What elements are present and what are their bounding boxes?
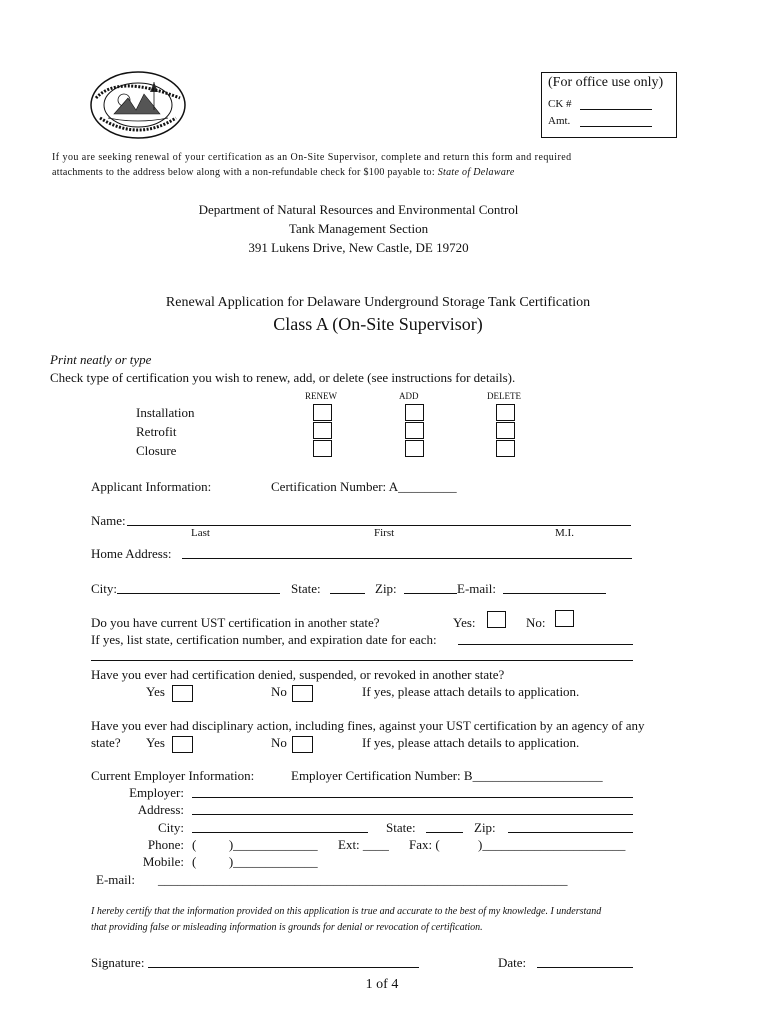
payee: State of Delaware xyxy=(437,167,515,178)
q1-text: Do you have current UST certification in another state? xyxy=(91,615,380,630)
add-installation-checkbox[interactable] xyxy=(405,404,424,421)
row-retrofit: Retrofit xyxy=(136,424,177,439)
employer-zip-label: Zip: xyxy=(474,820,496,835)
employer-address-label: Address: xyxy=(137,802,184,817)
q3-yes-checkbox[interactable] xyxy=(172,736,193,753)
add-retrofit-checkbox[interactable] xyxy=(405,422,424,439)
certify-line-1: I hereby certify that the information provided on this application is true and accurate to the best of my knowledge. I understand xyxy=(91,906,602,917)
email-label: E-mail: xyxy=(457,581,496,596)
q1-followup-text: If yes, list state, certification number, and expiration date for each: xyxy=(91,632,437,647)
email-input[interactable] xyxy=(503,593,606,594)
office-use-title: (For office use only) xyxy=(548,75,664,90)
employer-info-label: Current Employer Information: xyxy=(91,768,255,783)
employer-city-label: City: xyxy=(157,820,184,835)
zip-label: Zip: xyxy=(375,581,397,596)
applicant-info-label: Applicant Information: xyxy=(91,479,212,494)
dept-name: Department of Natural Resources and Environmental Control xyxy=(198,202,519,217)
employer-address-input[interactable] xyxy=(192,814,633,815)
mobile-input[interactable]: ( )_____________ xyxy=(192,854,318,869)
state-input[interactable] xyxy=(330,593,365,594)
ext-input[interactable]: Ext: ____ xyxy=(338,837,389,852)
mi-caption: M.I. xyxy=(555,527,574,539)
intro-line-1: If you are seeking renewal of your certification as an On-Site Supervisor, complete and return this form and required xyxy=(52,152,572,163)
q3-no-checkbox[interactable] xyxy=(292,736,313,753)
amt-label: Amt. xyxy=(548,115,571,127)
q3-text-line-1: Have you ever had disciplinary action, including fines, against your UST certification by an agency of any xyxy=(91,718,645,733)
renew-installation-checkbox[interactable] xyxy=(313,404,332,421)
employer-cert-number-field[interactable]: Employer Certification Number: B____________________ xyxy=(291,768,603,783)
home-address-input[interactable] xyxy=(182,558,632,559)
delete-installation-checkbox[interactable] xyxy=(496,404,515,421)
q3-text-line-2: state? xyxy=(91,735,121,750)
renew-closure-checkbox[interactable] xyxy=(313,440,332,457)
intro-line-2: attachments to the address below along with a non-refundable check for $100 payable to: State of Delaware xyxy=(52,167,515,178)
q1-no-label: No: xyxy=(526,615,546,630)
state-label: State: xyxy=(291,581,321,596)
add-closure-checkbox[interactable] xyxy=(405,440,424,457)
employer-state-input[interactable] xyxy=(426,832,463,833)
q3-yes-label: Yes xyxy=(146,735,165,750)
q3-attach-text: If yes, please attach details to application. xyxy=(362,735,580,750)
phone-label: Phone: xyxy=(147,837,184,852)
q2-no-checkbox[interactable] xyxy=(292,685,313,702)
col-renew: RENEW xyxy=(305,391,337,401)
employer-zip-input[interactable] xyxy=(508,832,633,833)
employer-state-label: State: xyxy=(386,820,416,835)
street-address: 391 Lukens Drive, New Castle, DE 19720 xyxy=(248,240,469,255)
signature-input[interactable] xyxy=(148,967,419,968)
form-class: Class A (On-Site Supervisor) xyxy=(273,314,483,334)
phone-input[interactable]: ( )_____________ xyxy=(192,837,318,852)
q1-yes-checkbox[interactable] xyxy=(487,611,506,628)
date-input[interactable] xyxy=(537,967,633,968)
q1-yes-label: Yes: xyxy=(453,615,476,630)
check-type-instruction: Check type of certification you wish to renew, add, or delete (see instructions for details). xyxy=(50,370,516,385)
fax-input[interactable]: )______________________ xyxy=(478,837,626,852)
page-number: 1 of 4 xyxy=(365,977,399,992)
q1-followup-input-2[interactable] xyxy=(91,660,633,661)
employer-input[interactable] xyxy=(192,797,633,798)
q2-yes-checkbox[interactable] xyxy=(172,685,193,702)
certify-line-2: that providing false or misleading information is grounds for denial or revocation of certification. xyxy=(91,922,483,933)
delete-retrofit-checkbox[interactable] xyxy=(496,422,515,439)
fax-label: Fax: ( xyxy=(409,837,440,852)
city-label: City: xyxy=(91,581,118,596)
q3-no-label: No xyxy=(271,735,287,750)
q1-no-checkbox[interactable] xyxy=(555,610,574,627)
col-add: ADD xyxy=(399,391,419,401)
city-input[interactable] xyxy=(117,593,280,594)
name-input[interactable] xyxy=(127,525,631,526)
row-closure: Closure xyxy=(136,443,177,458)
last-name-caption: Last xyxy=(191,527,210,539)
employer-email-input[interactable]: _______________________________________________________________ xyxy=(158,872,568,887)
office-use-box xyxy=(541,72,677,138)
name-label: Name: xyxy=(91,513,126,528)
employer-email-label: E-mail: xyxy=(96,872,135,887)
section-name: Tank Management Section xyxy=(288,221,429,236)
first-name-caption: First xyxy=(374,527,395,539)
cert-number-field[interactable]: Certification Number: A_________ xyxy=(271,479,457,494)
q2-attach-text: If yes, please attach details to application. xyxy=(362,684,580,699)
mobile-label: Mobile: xyxy=(142,854,184,869)
date-label: Date: xyxy=(498,955,527,970)
employer-label: Employer: xyxy=(129,785,184,800)
q1-followup-input[interactable] xyxy=(458,644,633,645)
renew-retrofit-checkbox[interactable] xyxy=(313,422,332,439)
ck-label: CK # xyxy=(548,98,572,110)
delete-closure-checkbox[interactable] xyxy=(496,440,515,457)
dnrec-seal-logo xyxy=(88,70,188,140)
signature-label: Signature: xyxy=(91,955,145,970)
ck-line[interactable] xyxy=(580,109,652,110)
home-address-label: Home Address: xyxy=(91,546,172,561)
zip-input[interactable] xyxy=(404,593,457,594)
amt-line[interactable] xyxy=(580,126,652,127)
col-delete: DELETE xyxy=(487,391,521,401)
row-installation: Installation xyxy=(136,405,195,420)
q2-yes-label: Yes xyxy=(146,684,165,699)
q2-no-label: No xyxy=(271,684,287,699)
employer-city-input[interactable] xyxy=(192,832,368,833)
print-instruction: Print neatly or type xyxy=(50,352,152,367)
form-title: Renewal Application for Delaware Underground Storage Tank Certification xyxy=(165,295,591,310)
q2-text: Have you ever had certification denied, suspended, or revoked in another state? xyxy=(91,667,505,682)
